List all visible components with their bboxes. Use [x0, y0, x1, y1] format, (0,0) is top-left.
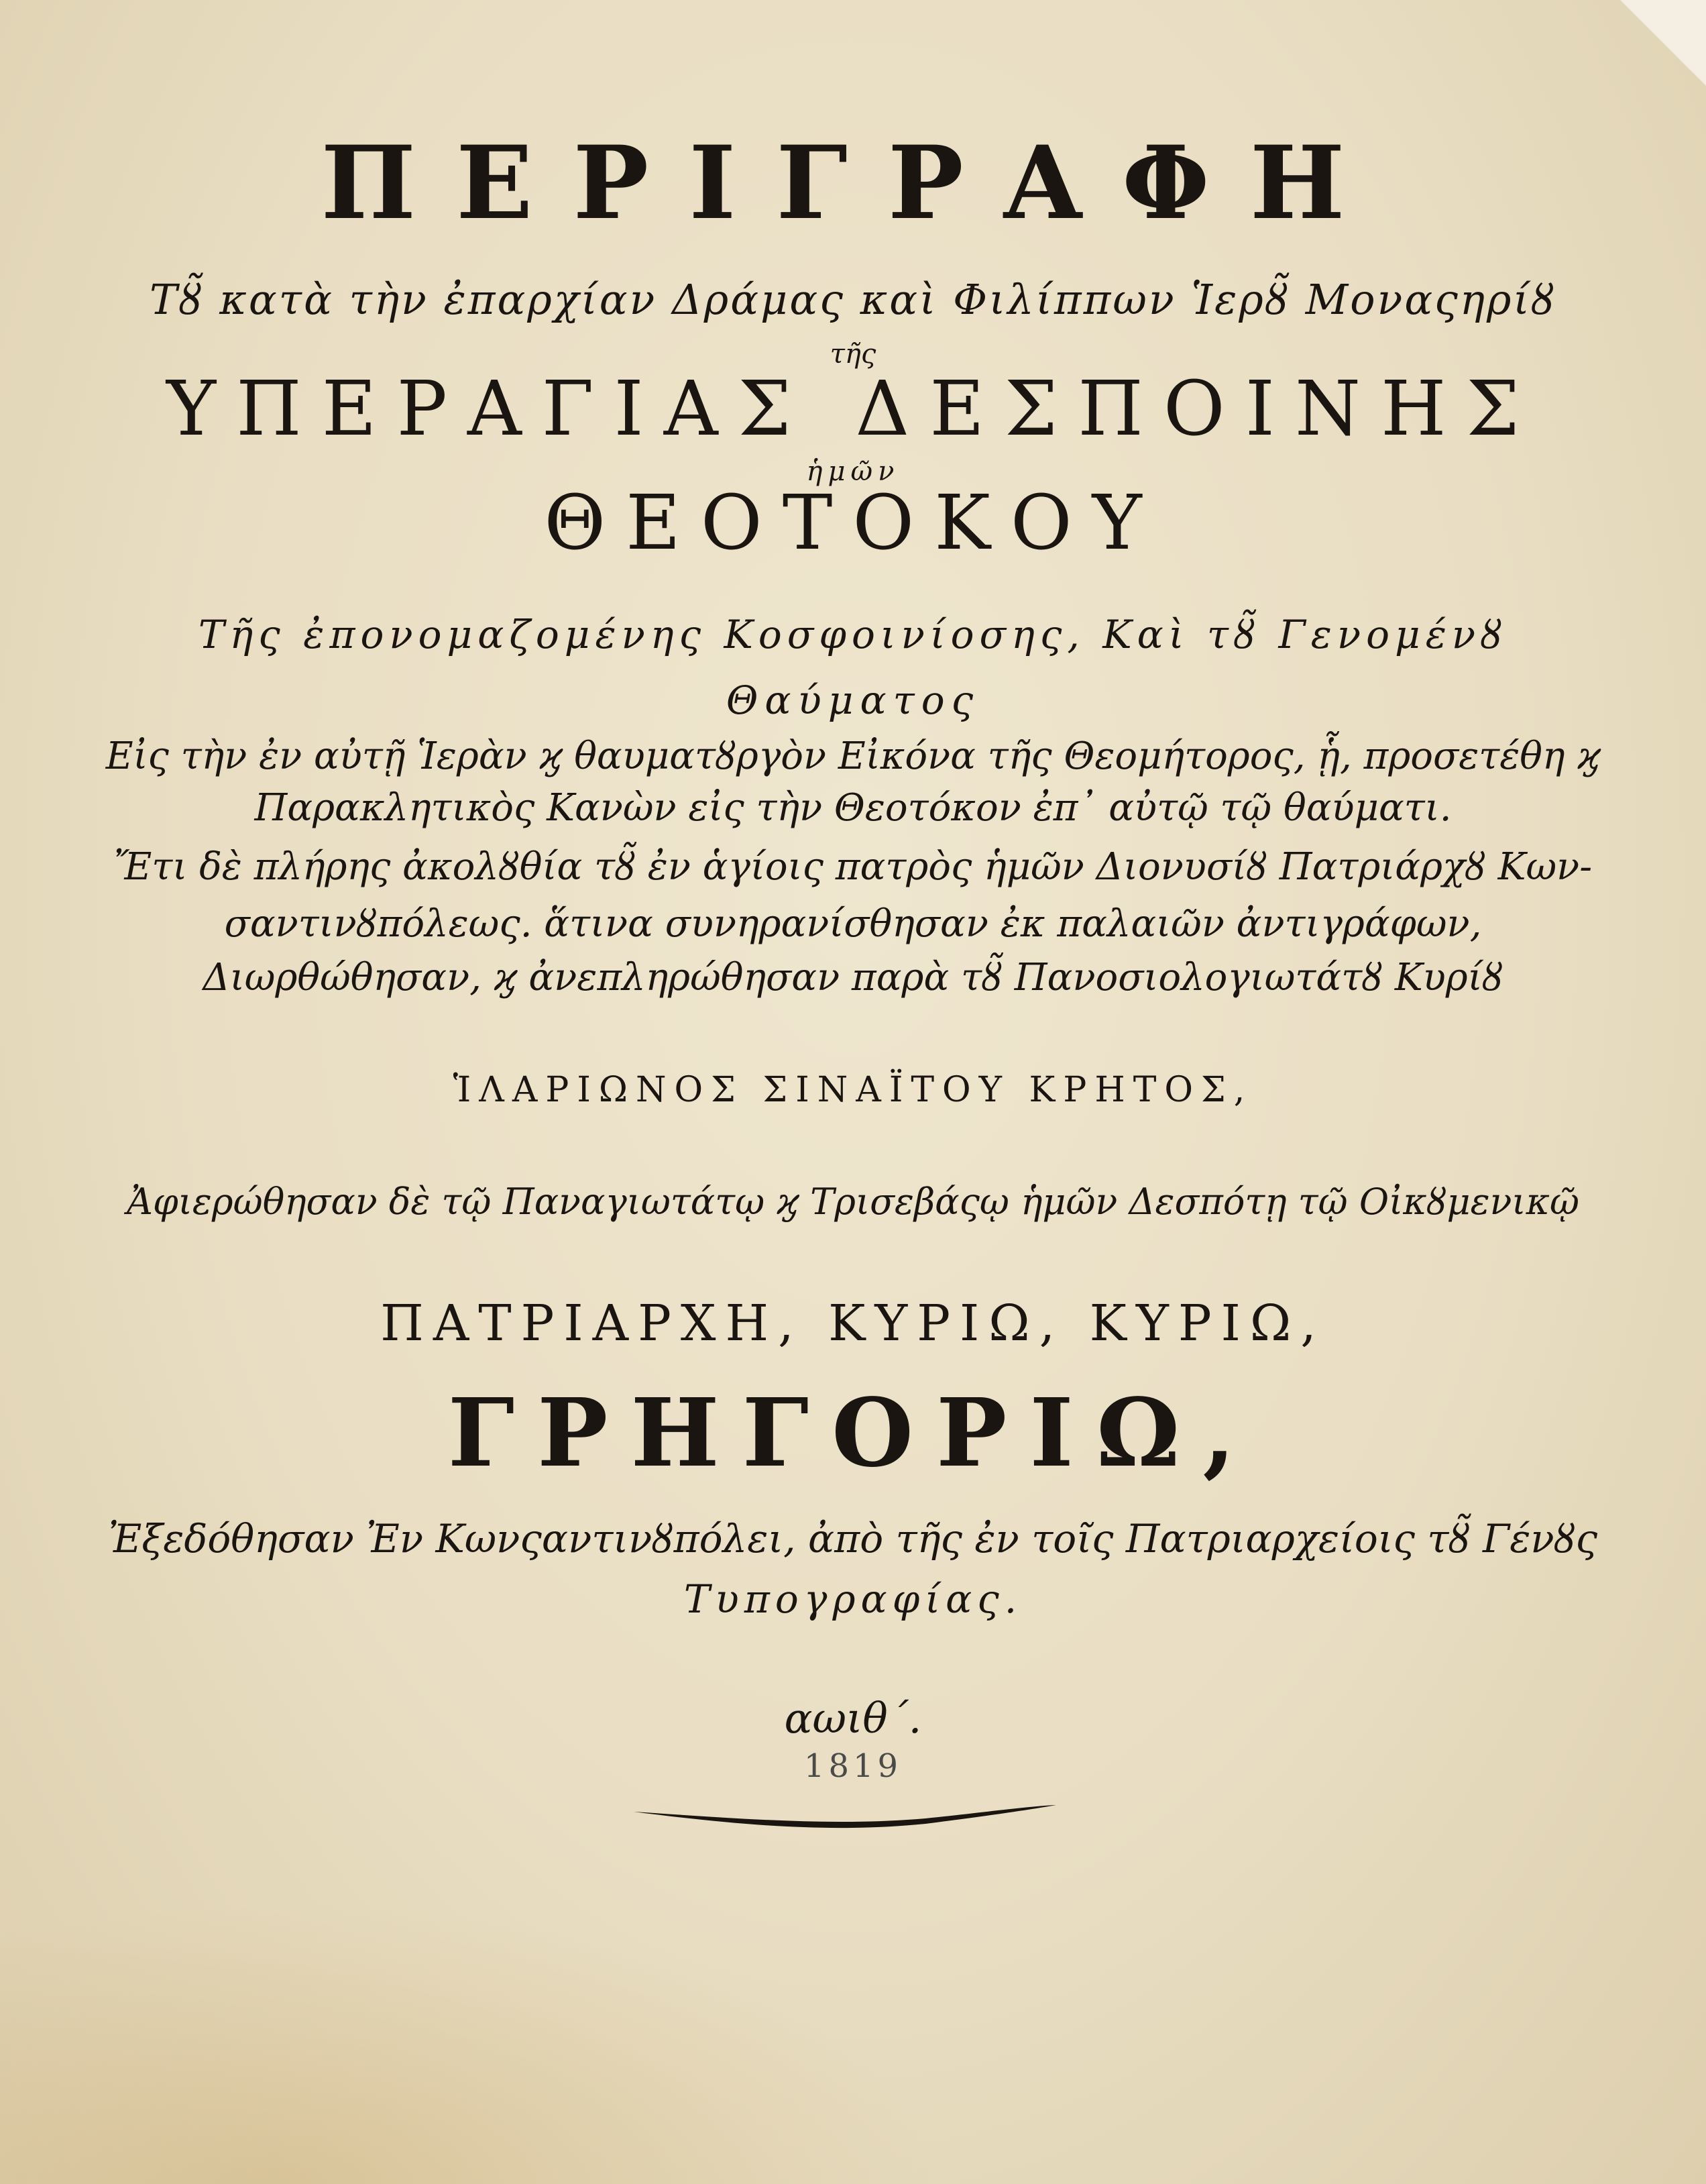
patriarch-name: ΓΡΗΓΟΡΙΩ,	[447, 1378, 1259, 1488]
subtitle-line-2: ΥΠΕΡΑΓΙΑΣ ΔΕΣΠΟΙΝΗΣ	[166, 366, 1540, 453]
paper-stain	[0, 1902, 939, 2184]
page-corner	[1599, 0, 1706, 134]
ornament-rule	[630, 1794, 1060, 1835]
dedication-line: Ἀφιερώθησαν δὲ τῷ Παναγιωτάτῳ ϗ Τρισεβάςῳ ἡμῶν Δεσπότῃ τῷ Οἰκȣμενικῷ	[126, 1181, 1580, 1223]
imprint-line-2: Τυπογραφίας.	[683, 1576, 1023, 1622]
superscript-imon: ἡμῶν	[806, 456, 900, 487]
superscript-tis: τῆς	[830, 339, 876, 370]
description-line-2: Θαύματος	[726, 677, 980, 723]
subtitle-line-1: Τȣ̃ κατὰ τὴν ἐπαρχίαν Δράμας καὶ Φιλίππων Ἱερȣ̃ Μοναςηρίȣ	[149, 275, 1557, 324]
subtitle-line-3: ΘΕΟΤΟΚΟΥ	[544, 480, 1162, 567]
description-line-4: Παρακλητικὸς Κανὼν εἰς τὴν Θεοτόκον ἐπ᾽ αὐτῷ τῷ θαύματι.	[254, 786, 1452, 830]
description-line-1: Τῆς ἐπονομαζομένης Κοσφοινίοσης, Καὶ τȣ̃ Γενομένȣ	[198, 612, 1508, 657]
imprint-line-1: Ἐξεδόθησαν Ἐν Κωνςαντινȣπόλει, ἀπὸ τῆς ἐν τοῖς Πατριαρχείοις τȣ̃ Γένȣς	[108, 1516, 1598, 1562]
description-line-5: Ἔτι δὲ πλήρης ἀκολȣθία τȣ̃ ἐν ἁγίοις πατρὸς ἡμῶν Διονυσίȣ Πατριάρχȣ Κων-	[113, 845, 1593, 889]
greek-date: αωιθ΄.	[784, 1694, 922, 1743]
editor-name: ἹΛΑΡΙΩΝΟΣ ΣΙΝΑΪΤΟΥ ΚΡΗΤΟΣ,	[453, 1070, 1253, 1110]
description-line-7: Διωρθώθησαν, ϗ ἀνεπληρώθησαν παρὰ τȣ̃ Πανοσιολογιωτάτȣ Κυρίȣ	[203, 956, 1503, 999]
pencil-date: 1819	[803, 1747, 903, 1785]
main-title: ΠΕΡΙΓΡΑΦΗ	[321, 124, 1385, 242]
patriarch-title: ΠΑΤΡΙΑΡΧΗ, ΚΥΡΙΩ, ΚΥΡΙΩ,	[380, 1295, 1326, 1352]
description-line-3: Εἰς τὴν ἐν αὐτῇ Ἱερὰν ϗ θαυματȣργὸν Εἰκόνα τῆς Θεομήτορος, ᾗ, προσετέθη ϗ	[105, 734, 1601, 778]
description-line-6: σαντινȣπόλεως. ἅτινα συνηρανίσθησαν ἐκ παλαιῶν ἀντιγράφων,	[224, 902, 1482, 946]
